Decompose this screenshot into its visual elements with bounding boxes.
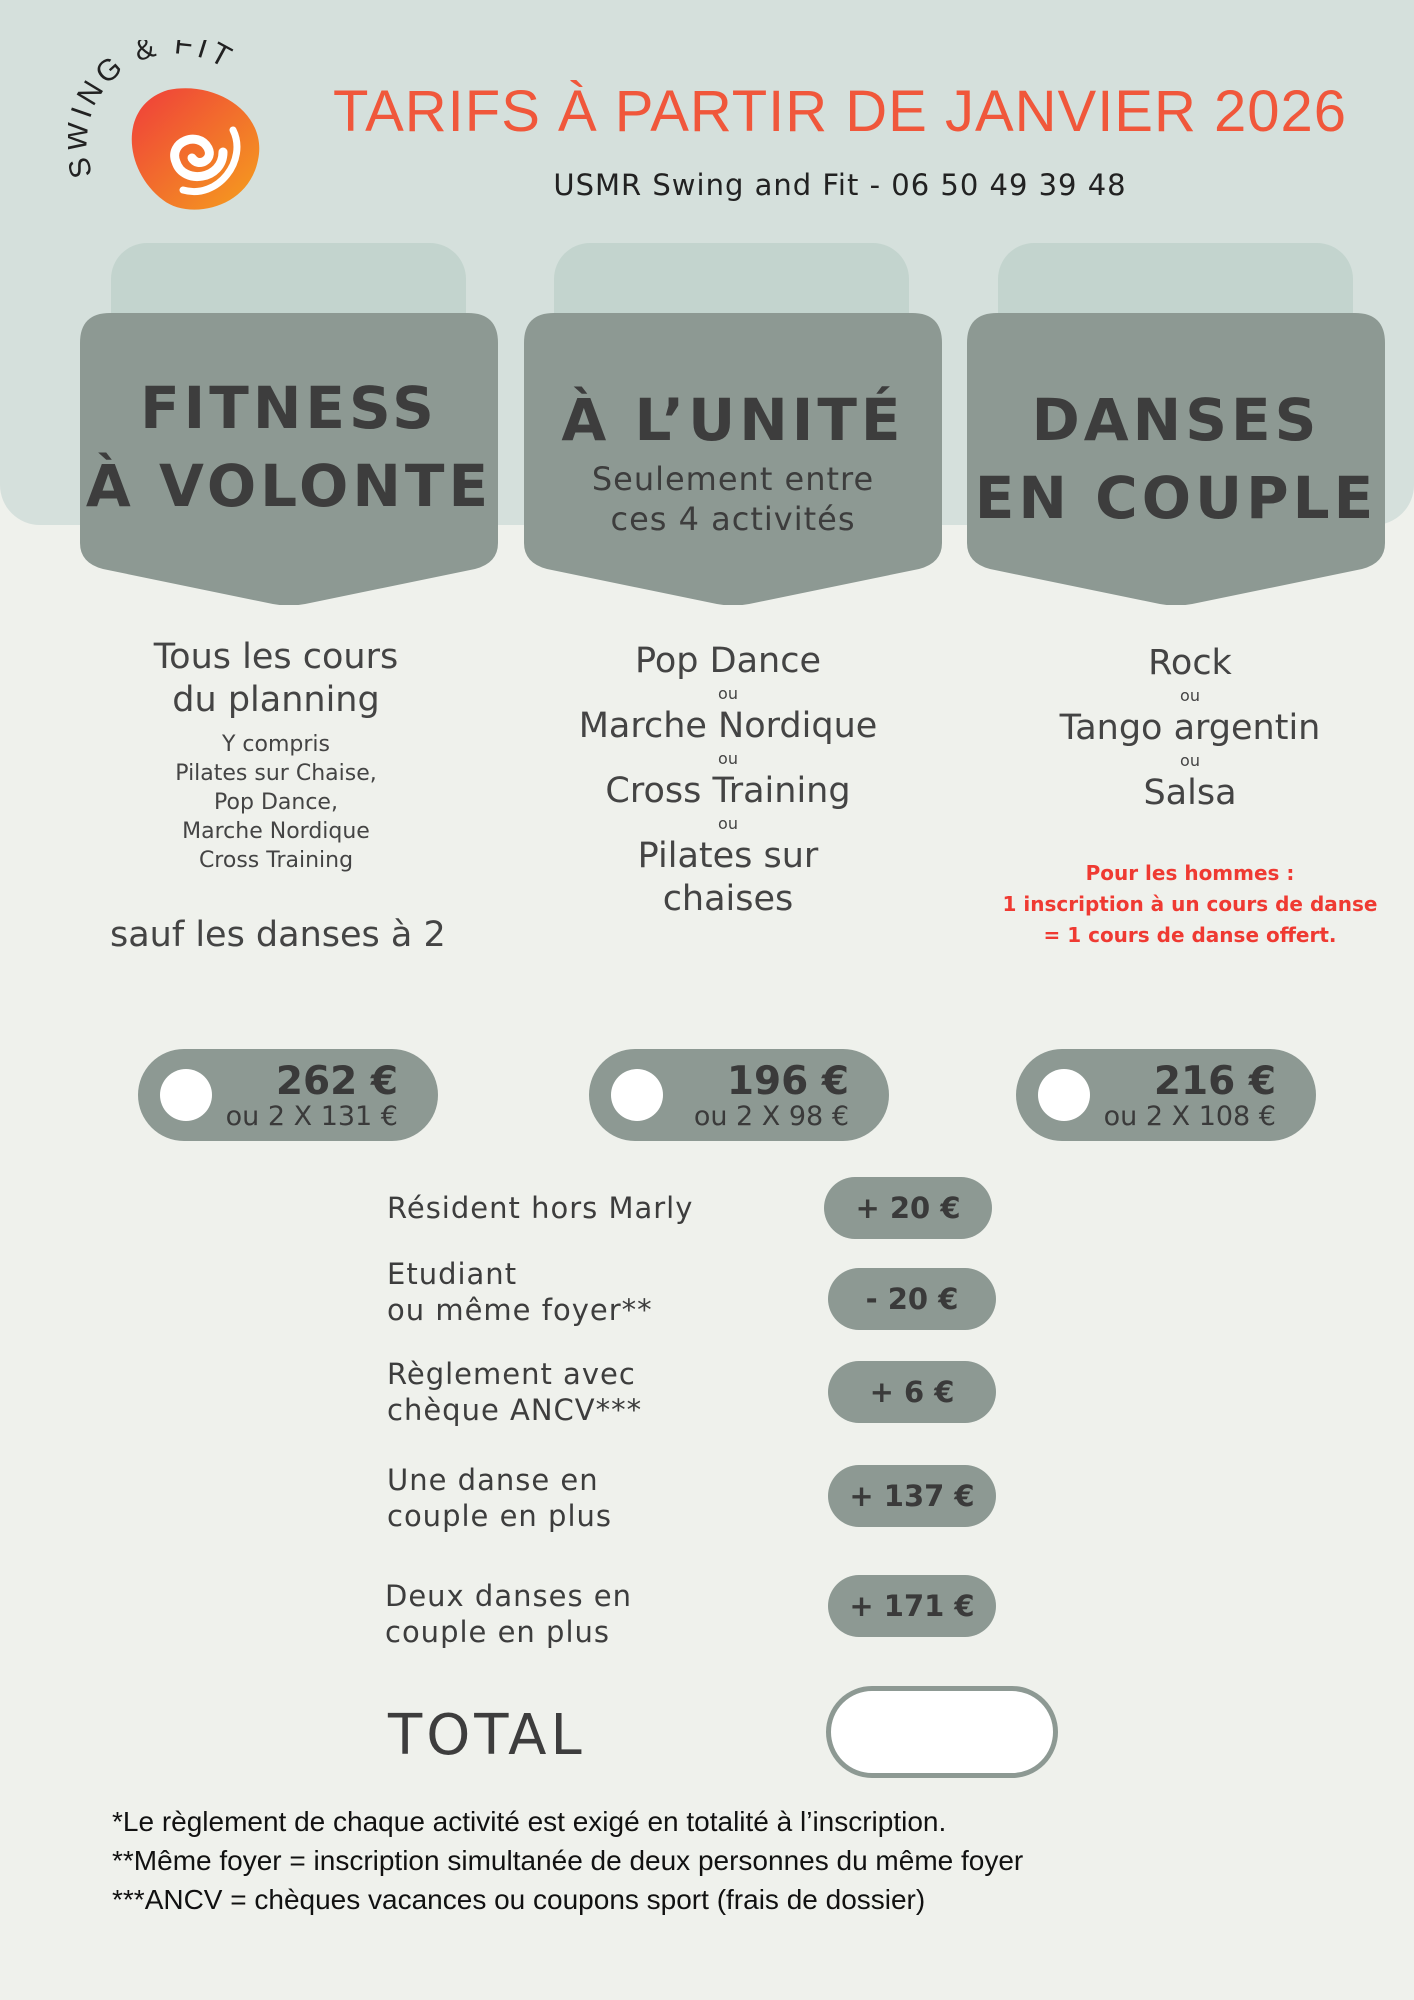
fitness-description [66, 636, 486, 875]
swing-fit-logo [68, 40, 278, 220]
danses-activity-1: Rock [1148, 643, 1232, 683]
option-label-resident [387, 1190, 693, 1226]
option-label-une-danse [387, 1462, 612, 1534]
price-installments: ou 2 X 98 € [693, 1101, 849, 1132]
option-label-line: couple en plus [387, 1499, 612, 1533]
danses-heading-1: DANSES [1031, 386, 1321, 454]
option-label-line: ou même foyer** [387, 1293, 653, 1327]
price-amount: 216 € [1153, 1059, 1276, 1104]
option-etudiant[interactable]: - 20 € [828, 1268, 996, 1330]
price-amount: 196 € [726, 1059, 849, 1104]
promo-line-3: = 1 cours de danse offert. [1043, 923, 1337, 947]
page-subtitle: USMR Swing and Fit - 06 50 49 39 48 [553, 168, 1127, 202]
option-label-etudiant [387, 1256, 653, 1328]
option-label-line: Etudiant [387, 1257, 518, 1291]
fitness-small-1: Y compris [221, 732, 330, 757]
unite-activities [518, 640, 938, 921]
price-installments: ou 2 X 108 € [1103, 1101, 1276, 1132]
fitness-heading-2: À VOLONTE [85, 452, 493, 520]
unite-or-1: ou [718, 684, 738, 703]
unite-sub-1: Seulement entre [591, 460, 875, 498]
danses-heading-2: EN COUPLE [974, 464, 1378, 532]
unite-or-2: ou [718, 749, 738, 768]
option-deux-danses[interactable]: + 171 € [828, 1575, 996, 1637]
price-amount: 262 € [275, 1059, 398, 1104]
option-label-line: Résident hors Marly [387, 1191, 694, 1225]
unite-activity-4: Pilates sur [637, 836, 819, 876]
unite-activity-3: Cross Training [605, 771, 851, 811]
fitness-small-2: Pilates sur Chaise, [175, 761, 377, 786]
checkbox-circle-icon[interactable] [1038, 1069, 1090, 1121]
footnote-3: ***ANCV = chèques vacances ou coupons sport (frais de dossier) [112, 1884, 926, 1915]
option-label-ancv [387, 1356, 642, 1428]
price-installments: ou 2 X 131 € [225, 1101, 398, 1132]
fitness-small-5: Cross Training [198, 848, 354, 873]
fitness-desc-1: Tous les cours [153, 637, 399, 677]
danses-activity-2: Tango argentin [1059, 708, 1321, 748]
price-unite[interactable] [589, 1049, 889, 1141]
logo-text: ING & FIT [68, 40, 241, 122]
total-label: TOTAL [388, 1703, 586, 1768]
shield-unite [524, 313, 942, 605]
option-label-line: Règlement avec [387, 1357, 636, 1391]
option-label-line: couple en plus [385, 1615, 610, 1649]
footnote-2: **Même foyer = inscription simultanée de deux personnes du même foyer [112, 1845, 1024, 1876]
shield-fitness [80, 313, 498, 605]
promo-line-2: 1 inscription à un cours de danse [1002, 892, 1378, 916]
total-input-box[interactable] [826, 1686, 1058, 1778]
option-label-deux-danses [385, 1578, 632, 1650]
promo-line-1: Pour les hommes : [1085, 861, 1295, 885]
unite-or-3: ou [718, 814, 738, 833]
unite-sub-2: ces 4 activités [610, 500, 856, 538]
option-label-line: Une danse en [387, 1463, 599, 1497]
price-danses[interactable] [1016, 1049, 1316, 1141]
shield-danses [967, 313, 1385, 605]
danses-or-2: ou [1180, 751, 1200, 770]
danses-activity-3: Salsa [1143, 773, 1237, 813]
footnote-1: *Le règlement de chaque activité est exigé en totalité à l’inscription. [112, 1806, 947, 1837]
fitness-except: sauf les danses à 2 [110, 915, 446, 955]
men-promo [980, 858, 1400, 951]
option-label-line: Deux danses en [385, 1579, 632, 1613]
option-une-danse[interactable]: + 137 € [828, 1465, 996, 1527]
checkbox-circle-icon[interactable] [160, 1069, 212, 1121]
unite-activity-5: chaises [662, 879, 794, 919]
unite-activity-1: Pop Dance [635, 641, 821, 681]
checkbox-circle-icon[interactable] [611, 1069, 663, 1121]
fitness-small-3: Pop Dance, [214, 790, 338, 815]
fitness-heading-1: FITNESS [140, 374, 438, 442]
fitness-desc-2: du planning [172, 680, 380, 720]
danses-activities [980, 642, 1400, 815]
option-label-line: chèque ANCV*** [387, 1393, 643, 1427]
price-fitness[interactable] [138, 1049, 438, 1141]
page-title: TARIFS À PARTIR DE JANVIER 2026 [332, 79, 1348, 144]
option-resident[interactable]: + 20 € [824, 1177, 992, 1239]
unite-activity-2: Marche Nordique [578, 706, 878, 746]
danses-or-1: ou [1180, 686, 1200, 705]
fitness-small-4: Marche Nordique [182, 819, 370, 844]
spiral-logo-icon [68, 40, 278, 220]
option-ancv[interactable]: + 6 € [828, 1361, 996, 1423]
unite-heading: À L’UNITÉ [561, 386, 905, 454]
